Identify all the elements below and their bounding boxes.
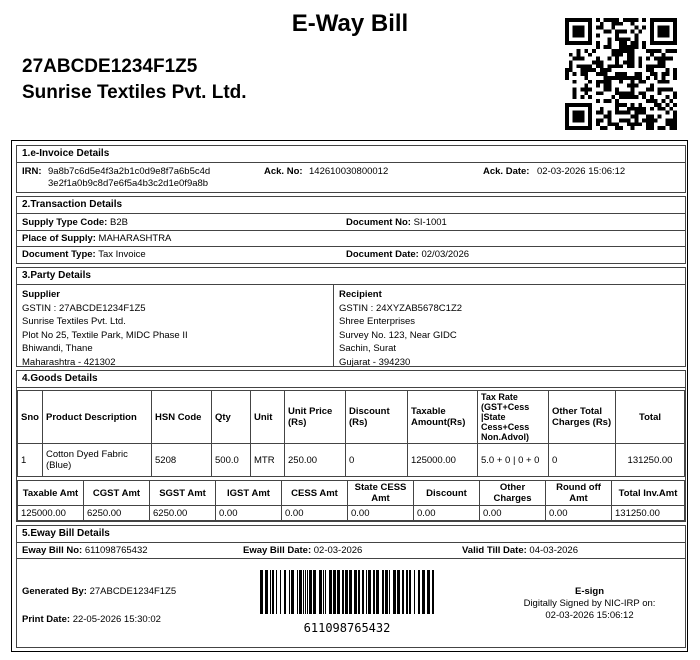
print-date-value: 22-05-2026 15:30:02	[72, 614, 161, 625]
sum-state-cess: 0.00	[348, 506, 414, 521]
recipient-block	[339, 288, 462, 369]
doc-type-label: Document Type:	[22, 249, 96, 260]
party-divider	[333, 285, 334, 367]
col-tax-rate: Tax Rate (GST+Cess |State Cess+Cess Non.Advol)	[478, 391, 549, 444]
ack-no-label: Ack. No:	[264, 166, 303, 177]
ack-date-value: 02-03-2026 15:06:12	[537, 166, 626, 177]
goods-item-row	[18, 444, 685, 477]
sum-discount-label: Discount	[414, 481, 480, 506]
print-date	[22, 614, 161, 625]
sum-round-off-label: Round off Amt	[546, 481, 612, 506]
header-company-name: Sunrise Textiles Pvt. Ltd.	[22, 82, 247, 103]
supplier-block	[22, 288, 188, 369]
col-unit: Unit	[251, 391, 285, 444]
supply-type-value: B2B	[109, 217, 128, 228]
transaction-section	[16, 196, 686, 264]
doc-date-value: 02/03/2026	[421, 249, 470, 260]
valid-till-date: 04-03-2026	[529, 545, 579, 556]
item-hsn: 5208	[152, 444, 212, 477]
header-gstin: 27ABCDE1234F1Z5	[22, 56, 198, 77]
col-qty: Qty	[212, 391, 251, 444]
esign-block	[497, 586, 682, 622]
party-body	[17, 285, 685, 367]
goods-heading: 4.Goods Details	[17, 371, 685, 388]
irn-value-line1: 9a8b7c6d5e4f3a2b1c0d9e8f7a6b5c4d	[48, 166, 211, 177]
supplier-address-2: Bhiwandi, Thane	[22, 343, 93, 354]
sum-cgst: 6250.00	[84, 506, 150, 521]
col-sno: Sno	[18, 391, 43, 444]
eway-bill-date: 02-03-2026	[313, 545, 363, 556]
generated-by-value: 27ABCDE1234F1Z5	[89, 586, 177, 597]
supplier-address-1: Plot No 25, Textile Park, MIDC Phase II	[22, 329, 188, 341]
eway-bill-no: 611098765432	[84, 545, 148, 556]
eway-bill-no-label: Eway Bill No:	[22, 545, 83, 556]
qr-code-icon	[565, 18, 677, 130]
print-date-label: Print Date:	[22, 614, 71, 625]
ack-no-value: 142610030800012	[309, 166, 389, 177]
col-product-description: Product Description	[43, 391, 152, 444]
sum-sgst-label: SGST Amt	[150, 481, 216, 506]
document-title: E-Way Bill	[291, 10, 409, 37]
recipient-address-2: Sachin, Surat	[339, 343, 397, 354]
sum-taxable-amt-label: Taxable Amt	[18, 481, 84, 506]
col-taxable-amount: Taxable Amount(Rs)	[408, 391, 478, 444]
place-of-supply-value: MAHARASHTRA	[98, 233, 172, 244]
supplier-name: Sunrise Textiles Pvt. Ltd.	[22, 316, 126, 327]
item-total: 131250.00	[616, 444, 685, 477]
transaction-row-2	[17, 231, 685, 247]
eway-bill-date-label: Eway Bill Date:	[243, 545, 312, 556]
sum-cess-label: CESS Amt	[282, 481, 348, 506]
sum-total-inv-label: Total Inv.Amt	[612, 481, 685, 506]
goods-section	[16, 370, 686, 522]
irn-label: IRN:	[22, 166, 42, 177]
einvoice-heading: 1.e-Invoice Details	[17, 146, 685, 163]
recipient-name: Shree Enterprises	[339, 316, 416, 327]
item-sno: 1	[18, 444, 43, 477]
item-discount: 0	[346, 444, 408, 477]
eway-row	[17, 543, 685, 559]
esign-line-1: Digitally Signed by NIC-IRP on:	[523, 598, 656, 609]
valid-till-label: Valid Till Date:	[462, 545, 527, 556]
col-other-charges: Other Total Charges (Rs)	[549, 391, 616, 444]
recipient-state: Gujarat - 394230	[339, 356, 411, 368]
item-unit: MTR	[251, 444, 285, 477]
sum-total-inv: 131250.00	[612, 506, 685, 521]
generated-by	[22, 586, 176, 597]
recipient-address-1: Survey No. 123, Near GIDC	[339, 329, 457, 341]
eway-section	[16, 525, 686, 559]
party-section	[16, 267, 686, 367]
item-description: Cotton Dyed Fabric (Blue)	[43, 444, 152, 477]
col-unit-price: Unit Price (Rs)	[285, 391, 346, 444]
sum-round-off: 0.00	[546, 506, 612, 521]
sum-other-charges-label: Other Charges	[480, 481, 546, 506]
eway-heading: 5.Eway Bill Details	[17, 526, 685, 543]
col-hsn-code: HSN Code	[152, 391, 212, 444]
sum-discount: 0.00	[414, 506, 480, 521]
barcode-icon	[260, 570, 434, 614]
summary-header-row	[18, 481, 685, 506]
ack-date-label: Ack. Date:	[483, 166, 530, 177]
doc-date-label: Document Date:	[346, 249, 419, 260]
sum-cgst-label: CGST Amt	[84, 481, 150, 506]
esign-title: E-sign	[574, 586, 605, 597]
item-tax-rate: 5.0 + 0 | 0 + 0	[478, 444, 549, 477]
sum-taxable-amt: 125000.00	[18, 506, 84, 521]
transaction-row-3	[17, 247, 685, 263]
sum-sgst: 6250.00	[150, 506, 216, 521]
footer-section	[16, 558, 686, 648]
summary-value-row	[18, 506, 685, 521]
supplier-gstin: GSTIN : 27ABCDE1234F1Z5	[22, 302, 146, 314]
sum-igst-label: IGST Amt	[216, 481, 282, 506]
party-heading: 3.Party Details	[17, 268, 685, 285]
col-discount: Discount (Rs)	[346, 391, 408, 444]
recipient-gstin: GSTIN : 24XYZAB5678C1Z2	[339, 302, 463, 314]
einvoice-section	[16, 145, 686, 193]
doc-no-value: SI-1001	[413, 217, 447, 228]
goods-table	[17, 390, 685, 477]
sum-cess: 0.00	[282, 506, 348, 521]
item-taxable: 125000.00	[408, 444, 478, 477]
transaction-row-1	[17, 214, 685, 231]
recipient-label: Recipient	[339, 289, 382, 300]
item-qty: 500.0	[212, 444, 251, 477]
supplier-label: Supplier	[22, 289, 61, 300]
generated-by-label: Generated By:	[22, 586, 87, 597]
sum-state-cess-label: State CESS Amt	[348, 481, 414, 506]
irn-value-line2: 3e2f1a0b9c8d7e6f5a4b3c2d1e0f9a8b	[48, 178, 209, 189]
supply-type-label: Supply Type Code:	[22, 217, 108, 228]
place-of-supply-label: Place of Supply:	[22, 233, 96, 244]
esign-line-2: 02-03-2026 15:06:12	[545, 610, 634, 621]
item-unit-price: 250.00	[285, 444, 346, 477]
goods-summary-table	[17, 480, 685, 521]
doc-no-label: Document No:	[346, 217, 411, 228]
doc-type-value: Tax Invoice	[98, 249, 146, 260]
einvoice-row	[17, 163, 685, 193]
item-other: 0	[549, 444, 616, 477]
transaction-heading: 2.Transaction Details	[17, 197, 685, 214]
supplier-state: Maharashtra - 421302	[22, 356, 116, 368]
sum-other-charges: 0.00	[480, 506, 546, 521]
col-total: Total	[616, 391, 685, 444]
sum-igst: 0.00	[216, 506, 282, 521]
barcode-number: 611098765432	[303, 621, 391, 635]
goods-header-row	[18, 391, 685, 444]
